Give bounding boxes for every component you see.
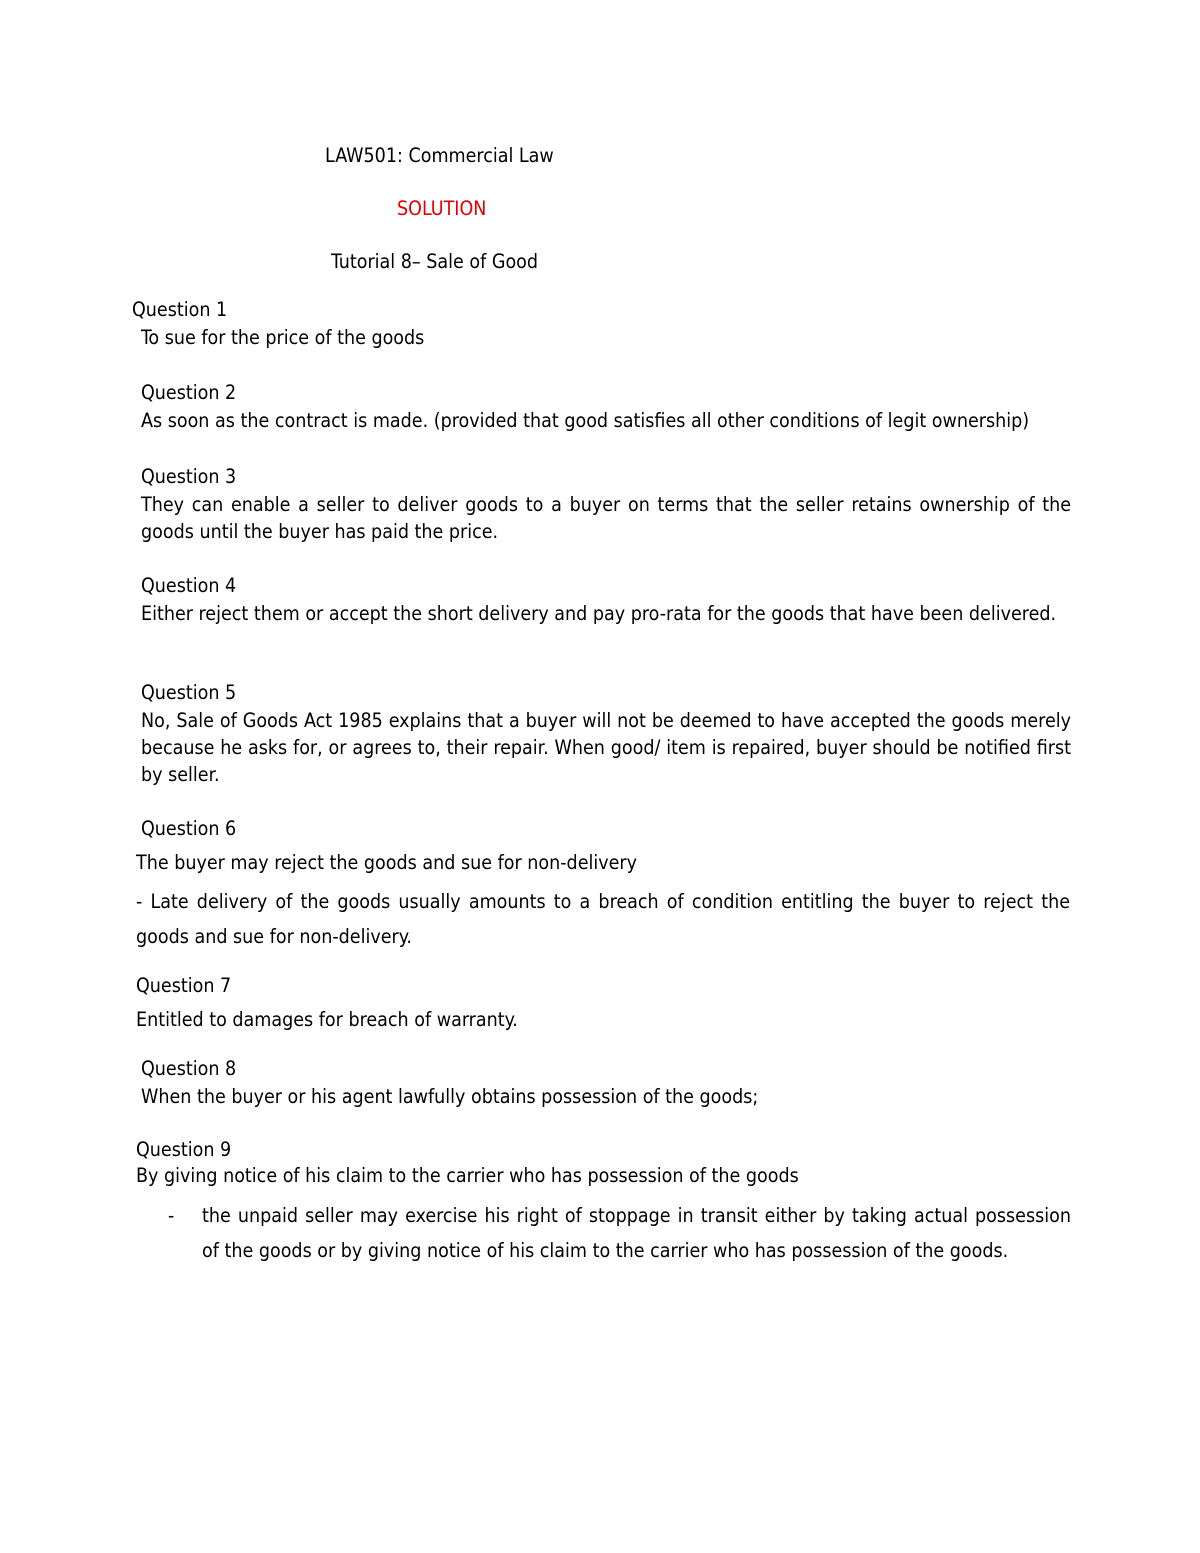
question-4-label: Question 4	[141, 574, 237, 597]
tutorial-title: Tutorial 8– Sale of Good	[331, 250, 539, 273]
question-3-label: Question 3	[141, 465, 237, 488]
question-3-answer: They can enable a seller to deliver goods to a buyer on terms that the seller retains ownership of the goods until the buyer has paid the price.	[141, 493, 1071, 543]
solution-label: SOLUTION	[397, 197, 487, 220]
question-5-label: Question 5	[141, 681, 237, 704]
question-8-label: Question 8	[141, 1057, 237, 1080]
question-6-label: Question 6	[141, 817, 237, 840]
question-7-label: Question 7	[136, 974, 232, 997]
question-2-answer: As soon as the contract is made. (provided that good satisfies all other conditions of legit ownership)	[141, 409, 1030, 432]
question-9-note: the unpaid seller may exercise his right of stoppage in transit either by taking actual possession of the goods or by giving notice of his claim to the carrier who has possession of the goods.	[202, 1204, 1071, 1262]
question-1-label: Question 1	[132, 298, 228, 321]
question-6-note: - Late delivery of the goods usually amounts to a breach of condition entitling the buyer to reject the goods and sue for non-delivery.	[136, 890, 1070, 948]
question-9-bullet: -	[168, 1204, 175, 1227]
question-2-label: Question 2	[141, 381, 237, 404]
question-9-answer: By giving notice of his claim to the carrier who has possession of the goods	[136, 1164, 799, 1187]
question-1-answer: To sue for the price of the goods	[141, 326, 425, 349]
question-4-answer: Either reject them or accept the short delivery and pay pro-rata for the goods that have been delivered.	[141, 602, 1057, 625]
course-title: LAW501: Commercial Law	[325, 144, 554, 167]
question-5-answer: No, Sale of Goods Act 1985 explains that a buyer will not be deemed to have accepted the goods merely because he asks for, or agrees to, their repair. When good/ item is repaired, buyer should be notified first by seller.	[141, 709, 1071, 786]
question-9-label: Question 9	[136, 1138, 232, 1161]
question-8-answer: When the buyer or his agent lawfully obtains possession of the goods;	[141, 1085, 759, 1108]
question-7-answer: Entitled to damages for breach of warranty.	[136, 1008, 518, 1031]
question-6-answer: The buyer may reject the goods and sue for non-delivery	[136, 851, 638, 874]
